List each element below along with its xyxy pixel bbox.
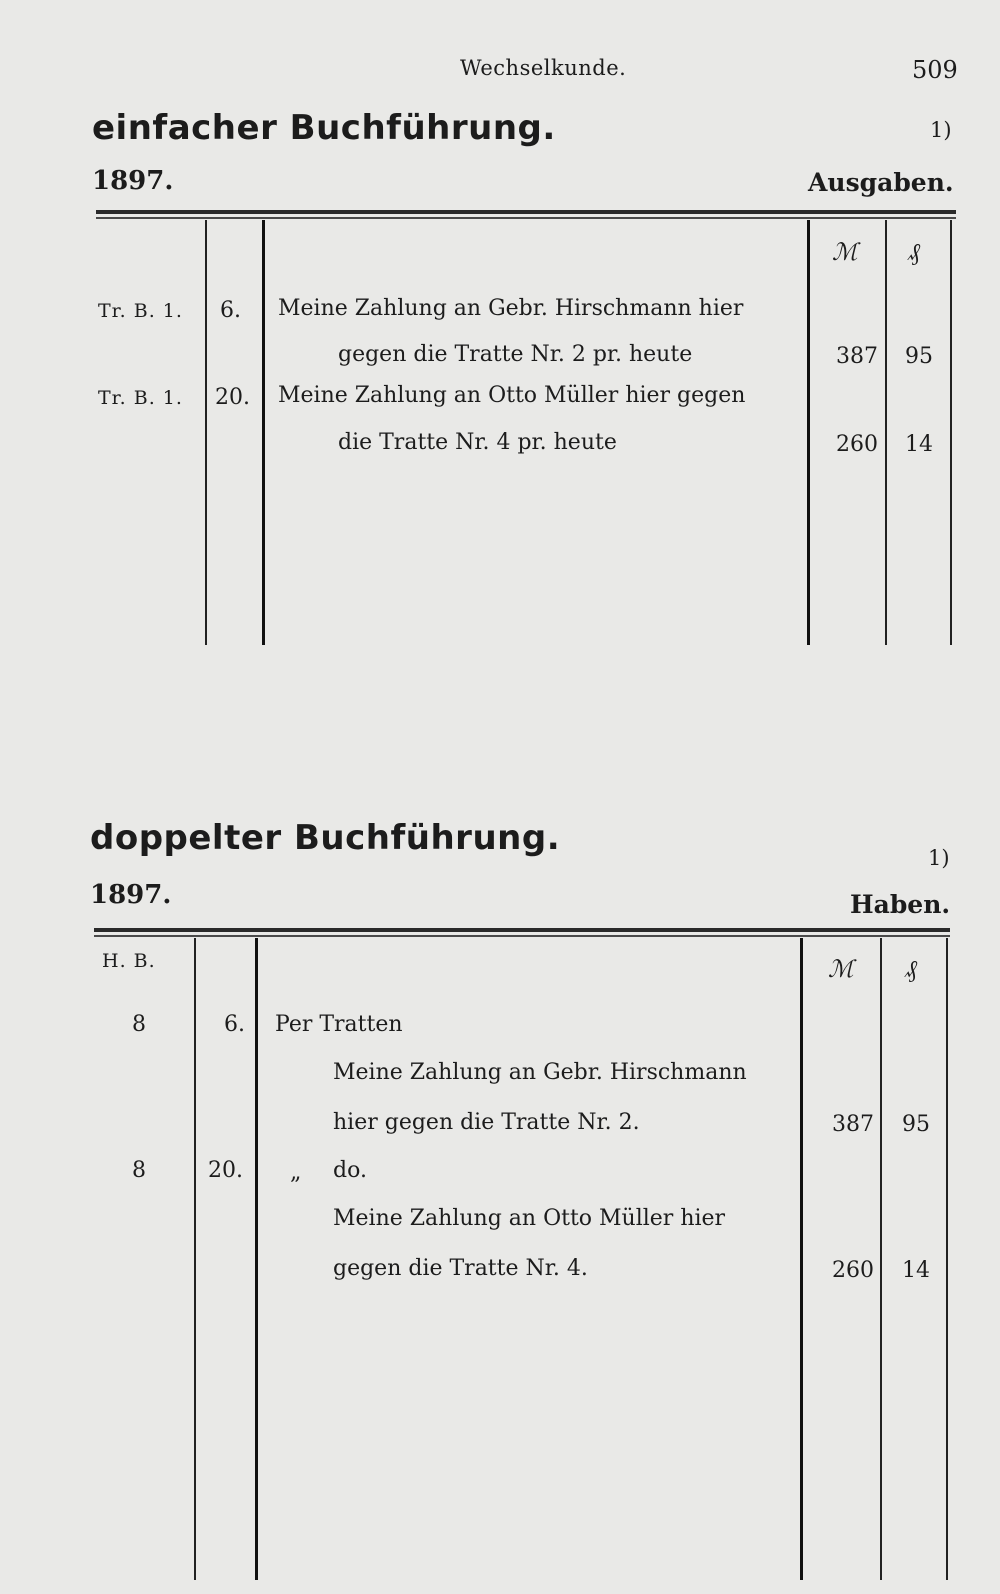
row-mark: 260 [832, 1258, 874, 1283]
column-divider [205, 220, 207, 645]
row-text-line2: gegen die Tratte Nr. 4. [333, 1256, 588, 1281]
column-divider [950, 220, 952, 645]
page-number: 509 [912, 56, 958, 84]
footnote-marker: 1) [930, 118, 952, 142]
row-ref: Tr. B. 1. [98, 387, 183, 409]
column-divider [255, 938, 258, 1580]
row-per: Per Tratten [275, 1012, 403, 1037]
table-top-rule-secondary [94, 935, 950, 937]
side-label-ausgaben: Ausgaben. [808, 168, 954, 197]
row-text-line1: Meine Zahlung an Gebr. Hirschmann hier [278, 296, 744, 321]
row-per: do. [333, 1158, 367, 1183]
row-text-line2: hier gegen die Tratte Nr. 2. [333, 1110, 640, 1135]
row-text-line2: die Tratte Nr. 4 pr. heute [338, 430, 617, 455]
column-divider [262, 220, 265, 645]
row-ref: 8 [132, 1012, 146, 1037]
row-ref: 8 [132, 1158, 146, 1183]
table-top-rule [96, 210, 956, 214]
year-label: 1897. [92, 166, 174, 196]
year-label: 1897. [90, 880, 172, 910]
row-day: 6. [220, 298, 241, 323]
pfennig-column-header: ₰ [908, 238, 920, 266]
column-divider [885, 220, 887, 645]
row-pfennig: 14 [902, 1258, 930, 1283]
row-pfennig: 14 [905, 432, 933, 457]
row-mark: 387 [832, 1112, 874, 1137]
side-label-haben: Haben. [850, 890, 951, 919]
row-ditto-mark: „ [290, 1160, 302, 1185]
column-divider [800, 938, 803, 1580]
row-text-line2: gegen die Tratte Nr. 2 pr. heute [338, 342, 693, 367]
row-pfennig: 95 [902, 1112, 930, 1137]
row-pfennig: 95 [905, 344, 933, 369]
section-title-einfacher: einfacher Buchführung. [92, 108, 556, 148]
row-day: 20. [208, 1158, 243, 1183]
mark-column-header: ℳ [832, 238, 858, 266]
column-divider [194, 938, 196, 1580]
pfennig-column-header: ₰ [905, 955, 917, 983]
section-title-doppelter: doppelter Buchführung. [90, 818, 561, 858]
table-top-rule [94, 928, 950, 932]
row-mark: 387 [836, 344, 878, 369]
column-divider [946, 938, 948, 1580]
footnote-marker: 1) [928, 846, 950, 870]
row-text-line1: Meine Zahlung an Gebr. Hirschmann [333, 1060, 747, 1085]
table-top-rule-secondary [96, 217, 956, 219]
ledger-ref-header: H. B. [102, 950, 156, 972]
row-text-line1: Meine Zahlung an Otto Müller hier gegen [278, 383, 746, 408]
row-text-line1: Meine Zahlung an Otto Müller hier [333, 1206, 726, 1231]
row-mark: 260 [836, 432, 878, 457]
mark-column-header: ℳ [828, 955, 854, 983]
row-day: 6. [224, 1012, 245, 1037]
column-divider [807, 220, 810, 645]
running-title: Wechselkunde. [460, 56, 627, 80]
column-divider [880, 938, 882, 1580]
row-day: 20. [215, 385, 250, 410]
row-ref: Tr. B. 1. [98, 300, 183, 322]
